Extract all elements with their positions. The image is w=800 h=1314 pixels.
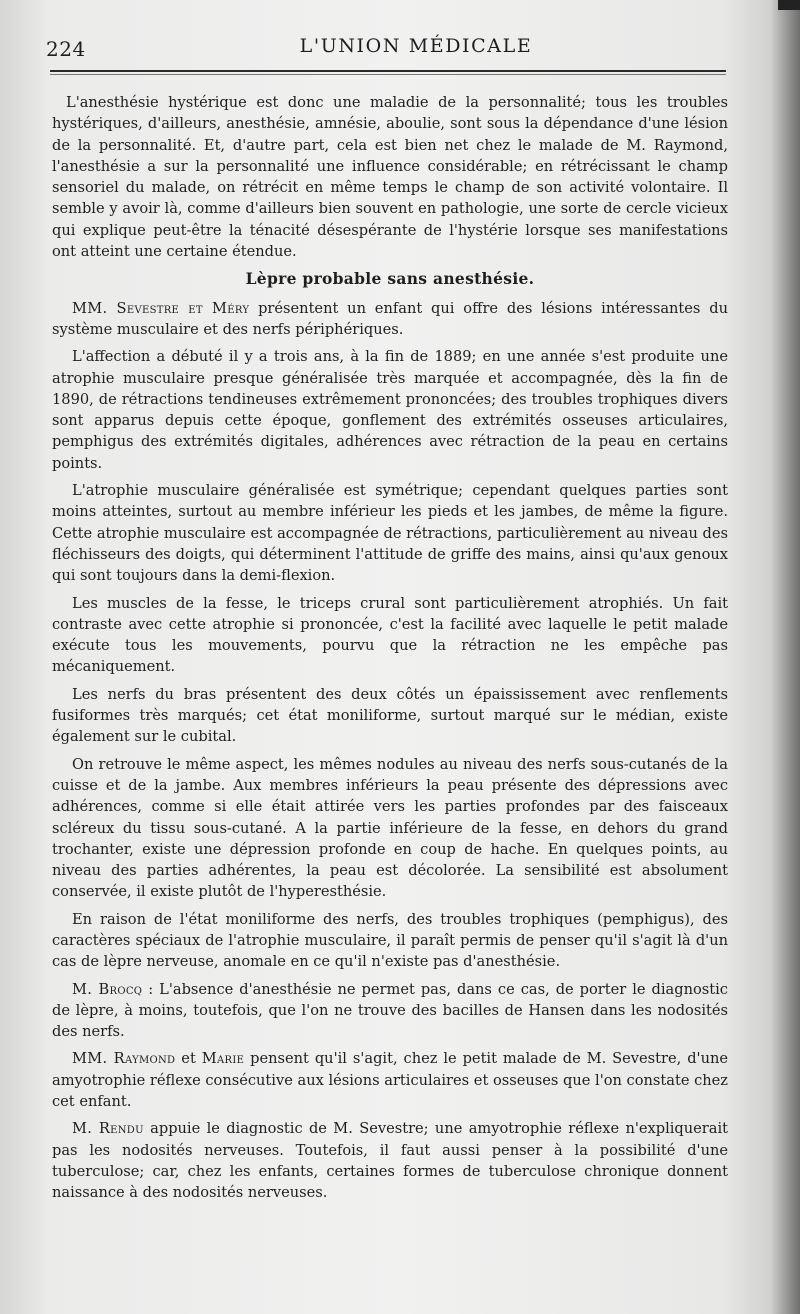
remark-text: : L'absence d'anesthésie ne permet pas, dans ce cas, de porter le diagnostic de lèpre, à moins, toutefois, que l'on ne trouve des bacilles de Hansen dans les nodosités des nerfs. (52, 980, 728, 1041)
speaker-names: M. Rendu (72, 1120, 144, 1138)
paragraph: Les muscles de la fesse, le triceps crural sont particulièrement atrophiés. Un fait contraste avec cette atrophie si prononcée, c'est la facilité avec laquelle le petit malade exécute tous les mouvements, pourvu que la rétraction ne les empêche pas mécaniquement. (52, 594, 728, 676)
communication-text: présentent un enfant qui offre des lésions intéressantes du système musculaire et des nerfs périphériques. (52, 299, 728, 338)
remark-text: pensent qu'il s'agit, chez le petit malade de M. Sevestre, d'une amyotrophie réflexe consécutive aux lésions articulaires et osseuses que l'on constate chez cet enfant. (52, 1050, 728, 1111)
page-header (46, 33, 726, 63)
communication-paragraph (52, 298, 728, 341)
paragraph: On retrouve le même aspect, les mêmes nodules au niveau des nerfs sous-cutanés de la cuisse et de la jambe. Aux membres inférieurs la peau présente des dépressions avec adhérences, comme si elle était attirée vers les parties profondes par des faisceaux scléreux du tissu sous-cutané. A la partie inférieure de la fesse, en dehors du grand trochanter, existe une dépression profonde en coup de hache. En quelques points, au niveau des parties adhérentes, la peau est décolorée. La sensibilité est absolument conservée, il existe plutôt de l'hyperesthésie. (52, 755, 728, 901)
speaker-names: M. Brocq (72, 980, 143, 998)
header-rule-thin (50, 74, 726, 75)
speaker-names: Marie (201, 1050, 245, 1068)
speaker-names: MM. Raymond (72, 1050, 176, 1068)
remark-paragraph (52, 1118, 728, 1203)
paragraph: L'affection a débuté il y a trois ans, à la fin de 1889; en une année s'est produite une atrophie musculaire presque généralisée très marquée et accompagnée, dès la fin de 1890, de rétractions tendineuses extrêmement prononcées; des troubles trophiques divers sont apparus depuis cette époque, gonflement des extrémités osseuses articulaires, pemphigus des extrémités digitales, adhérences avec rétraction de la peau en certains points. (52, 348, 728, 472)
section-heading: Lèpre probable sans anesthésie. (245, 269, 535, 289)
paragraph: Les nerfs du bras présentent des deux côtés un épaississement avec renflements fusiformes très marqués; cet état moniliforme, surtout marqué sur le médian, existe également sur le cubital. (52, 685, 728, 746)
speaker-joiner: et (175, 1050, 202, 1068)
remark-text: appuie le diagnostic de M. Sevestre; une amyotrophie réflexe n'expliquerait pas les nodosités nerveuses. Toutefois, il faut aussi penser à la possibilité d'une tuberculose; car, chez les enfants, certaines formes de tuberculose chronique donnent naissance à des nodosités nerveuses. (52, 1120, 728, 1202)
speaker-names: MM. Sevestre et Méry (72, 299, 250, 317)
corner-mark (778, 0, 800, 10)
paragraph: L'anesthésie hystérique est donc une maladie de la personnalité; tous les troubles hystériques, d'ailleurs, anesthésie, amnésie, aboulie, sont sous la dépendance d'une lésion de la personnalité. Et, d'autre part, cela est bien net chez le malade de M. Raymond, l'anesthésie a sur la personnalité une influence considérable; en rétrécissant le champ sensoriel du malade, on rétrécit en même temps le champ de son activité volontaire. Il semble y avoir là, comme d'ailleurs bien souvent en pathologie, une sorte de cercle vicieux qui explique peut-être la ténacité désespérante de l'hystérie lorsque ses manifestations ont atteint une certaine étendue. (52, 94, 728, 261)
header-rule (50, 70, 726, 72)
running-head: L'UNION MÉDICALE (299, 35, 533, 57)
page-number: 224 (46, 37, 86, 61)
paragraph: L'atrophie musculaire généralisée est symétrique; cependant quelques parties sont moins atteintes, surtout au membre inférieur les pieds et les jambes, de même la figure. Cette atrophie musculaire est accompagnée de rétractions, particulièrement au niveau des fléchisseurs des doigts, qui déterminent l'attitude de griffe des mains, ainsi qu'aux genoux qui sont toujours dans la demi-flexion. (52, 482, 728, 585)
paragraph: En raison de l'état moniliforme des nerfs, des troubles trophiques (pemphigus), des caractères spéciaux de l'atrophie musculaire, il paraît permis de penser qu'il s'agit là d'un cas de lèpre nerveuse, anomale en ce qu'il n'existe pas d'anesthésie. (52, 910, 728, 971)
remark-paragraph (52, 1048, 728, 1112)
article-body (52, 92, 728, 1210)
remark-paragraph (52, 979, 728, 1043)
binding-shadow (770, 0, 800, 1314)
